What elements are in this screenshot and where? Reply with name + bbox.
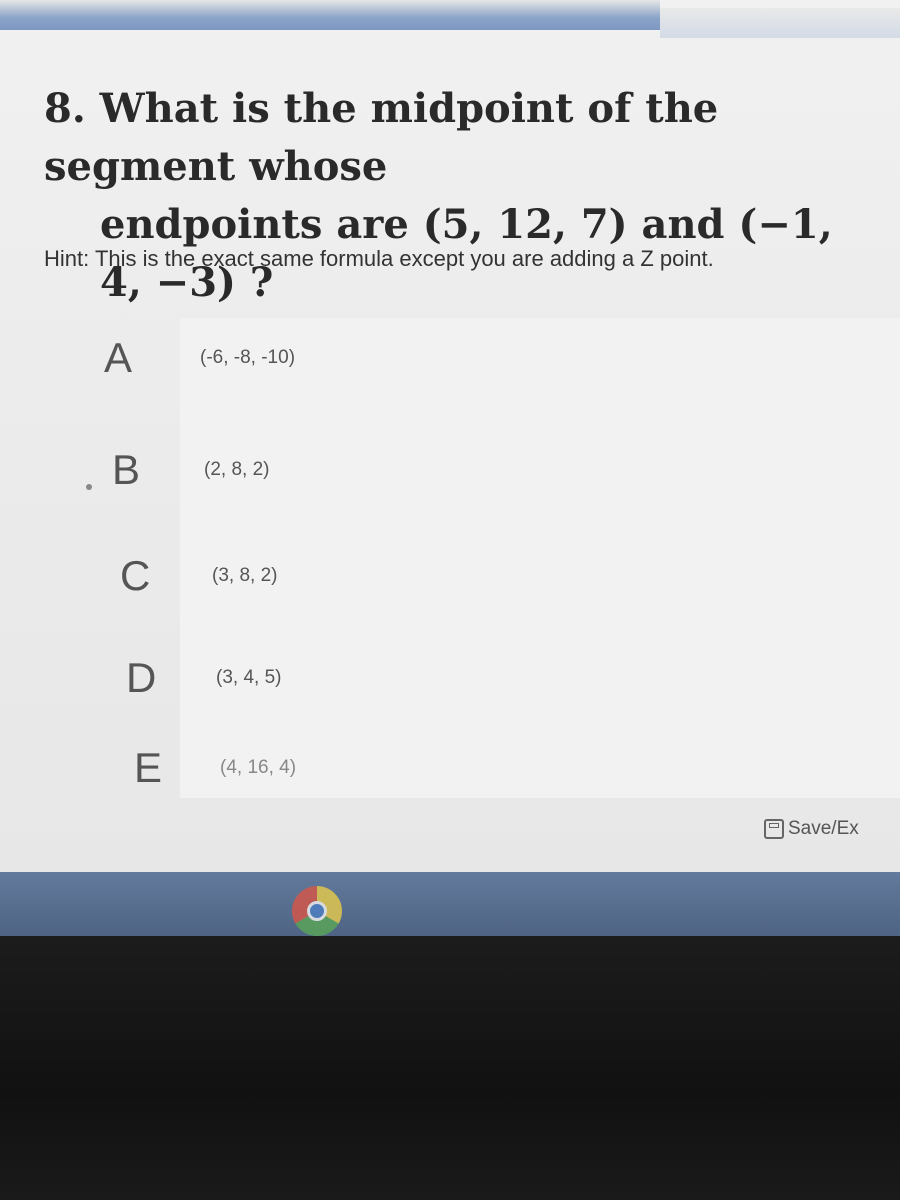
option-b[interactable]	[112, 446, 269, 494]
top-bar-right	[660, 8, 900, 38]
option-d-value: (3, 4, 5)	[216, 667, 282, 688]
question-line-2: endpoints are (5, 12, 7) and (−1, 4, −3) ?	[100, 201, 833, 306]
taskbar	[0, 872, 900, 936]
save-exit-label: Save/Ex	[788, 818, 859, 839]
monitor-bezel	[0, 936, 900, 1200]
option-c[interactable]	[120, 552, 277, 600]
option-c-value: (3, 8, 2)	[212, 565, 278, 586]
option-a[interactable]	[104, 334, 295, 382]
save-exit-button[interactable]	[764, 818, 859, 840]
option-e-value: (4, 16, 4)	[220, 757, 297, 778]
question-text	[44, 80, 864, 312]
option-c-letter: C	[120, 552, 151, 599]
option-b-letter: B	[112, 446, 141, 493]
option-e-letter: E	[134, 744, 163, 791]
option-d[interactable]	[126, 654, 281, 702]
top-bar	[0, 0, 660, 30]
option-a-value: (-6, -8, -10)	[200, 347, 296, 368]
hint-text: Hint: This is the exact same formula except you are adding a Z point.	[44, 246, 714, 271]
question-line-1: 8. What is the midpoint of the segment whose	[44, 85, 719, 190]
option-b-value: (2, 8, 2)	[204, 459, 270, 480]
option-d-letter: D	[126, 654, 157, 701]
selection-dot	[86, 484, 92, 490]
options-panel	[180, 318, 900, 798]
option-a-letter: A	[104, 334, 133, 381]
chrome-icon[interactable]	[292, 886, 342, 936]
save-icon	[764, 819, 784, 839]
option-e[interactable]	[134, 744, 296, 792]
